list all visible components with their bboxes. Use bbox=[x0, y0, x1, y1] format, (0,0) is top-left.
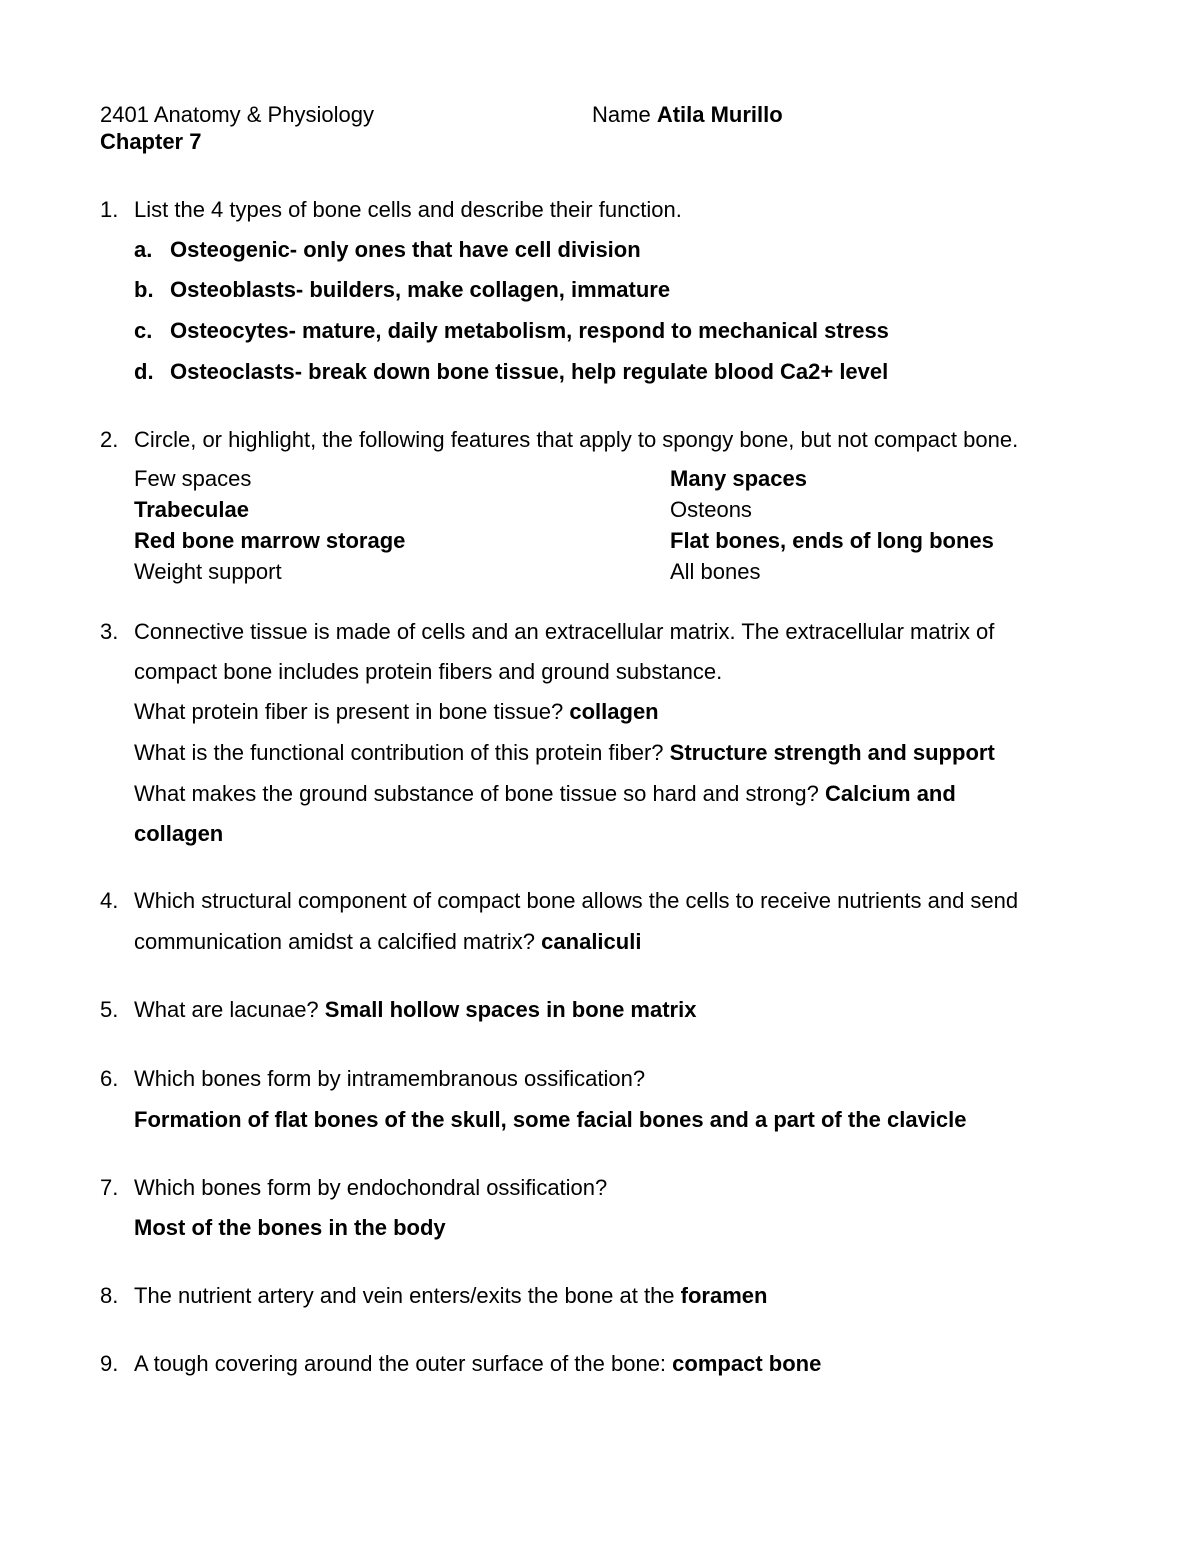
question-number: 1. bbox=[100, 197, 119, 222]
list-item-letter: b. bbox=[134, 277, 154, 302]
question-number: 4. bbox=[100, 888, 119, 913]
list-item-letter: a. bbox=[134, 237, 153, 262]
sub-question-text: What protein fiber is present in bone tissue? bbox=[134, 699, 564, 724]
list-item-text: Osteoclasts- break down bone tissue, help regulate blood Ca2+ level bbox=[170, 359, 889, 384]
question-prompt-line-2 bbox=[134, 931, 641, 953]
answer-text: Small hollow spaces in bone matrix bbox=[324, 997, 697, 1022]
feature-red-bone-marrow: Red bone marrow storage bbox=[134, 528, 406, 553]
question-number: 2. bbox=[100, 427, 119, 452]
sub-question-text: What makes the ground substance of bone tissue so hard and strong? bbox=[134, 781, 819, 806]
question-line bbox=[134, 999, 696, 1021]
question-line bbox=[134, 1285, 767, 1307]
question-prompt: A tough covering around the outer surface of the bone: bbox=[134, 1351, 667, 1376]
feature-all-bones: All bones bbox=[670, 559, 761, 584]
question-prompt: List the 4 types of bone cells and describe their function. bbox=[134, 197, 682, 222]
question-number: 3. bbox=[100, 619, 119, 644]
feature-weight-support: Weight support bbox=[134, 559, 282, 584]
question-prompt: Which bones form by intramembranous ossification? bbox=[134, 1066, 646, 1091]
feature-trabeculae: Trabeculae bbox=[134, 497, 249, 522]
course-title: 2401 Anatomy & Physiology bbox=[100, 102, 374, 127]
name-label: Name bbox=[592, 102, 651, 127]
feature-few-spaces: Few spaces bbox=[134, 466, 252, 491]
answer-text: canaliculi bbox=[541, 929, 642, 954]
question-prompt-line-1: Connective tissue is made of cells and an extracellular matrix. The extracellular matrix of bbox=[134, 619, 995, 644]
question-prompt-text: communication amidst a calcified matrix? bbox=[134, 929, 536, 954]
answer-text: Formation of flat bones of the skull, some facial bones and a part of the clavicle bbox=[134, 1107, 967, 1132]
question-prompt: Which bones form by endochondral ossification? bbox=[134, 1175, 608, 1200]
answer-text: Structure strength and support bbox=[669, 740, 995, 765]
question-number: 5. bbox=[100, 997, 119, 1022]
answer-text: foramen bbox=[680, 1283, 768, 1308]
list-item-letter: d. bbox=[134, 359, 154, 384]
student-name bbox=[592, 104, 783, 126]
question-line bbox=[134, 1353, 821, 1375]
question-number: 7. bbox=[100, 1175, 119, 1200]
answer-text: Calcium and bbox=[825, 781, 956, 806]
list-item-letter: c. bbox=[134, 318, 153, 343]
sub-question-text: What is the functional contribution of this protein fiber? bbox=[134, 740, 664, 765]
feature-osteons: Osteons bbox=[670, 497, 752, 522]
answer-text: compact bone bbox=[672, 1351, 822, 1376]
chapter-title: Chapter 7 bbox=[100, 129, 202, 154]
sub-question-3 bbox=[134, 783, 956, 805]
question-prompt: What are lacunae? bbox=[134, 997, 319, 1022]
question-number: 8. bbox=[100, 1283, 119, 1308]
list-item-text: Osteogenic- only ones that have cell division bbox=[170, 237, 641, 262]
list-item-text: Osteoblasts- builders, make collagen, immature bbox=[170, 277, 671, 302]
sub-question-1 bbox=[134, 701, 659, 723]
question-number: 9. bbox=[100, 1351, 119, 1376]
feature-many-spaces: Many spaces bbox=[670, 466, 807, 491]
list-item-text: Osteocytes- mature, daily metabolism, respond to mechanical stress bbox=[170, 318, 889, 343]
question-number: 6. bbox=[100, 1066, 119, 1091]
answer-text-continued: collagen bbox=[134, 821, 224, 846]
question-prompt: The nutrient artery and vein enters/exits the bone at the bbox=[134, 1283, 675, 1308]
answer-text: Most of the bones in the body bbox=[134, 1215, 446, 1240]
sub-question-2 bbox=[134, 742, 995, 764]
answer-text: collagen bbox=[569, 699, 659, 724]
question-prompt-line-1: Which structural component of compact bone allows the cells to receive nutrients and send bbox=[134, 888, 1019, 913]
name-value: Atila Murillo bbox=[656, 102, 783, 127]
question-prompt-line-2: compact bone includes protein fibers and ground substance. bbox=[134, 659, 723, 684]
feature-flat-bones: Flat bones, ends of long bones bbox=[670, 528, 994, 553]
question-prompt: Circle, or highlight, the following features that apply to spongy bone, but not compact bone. bbox=[134, 427, 1019, 452]
